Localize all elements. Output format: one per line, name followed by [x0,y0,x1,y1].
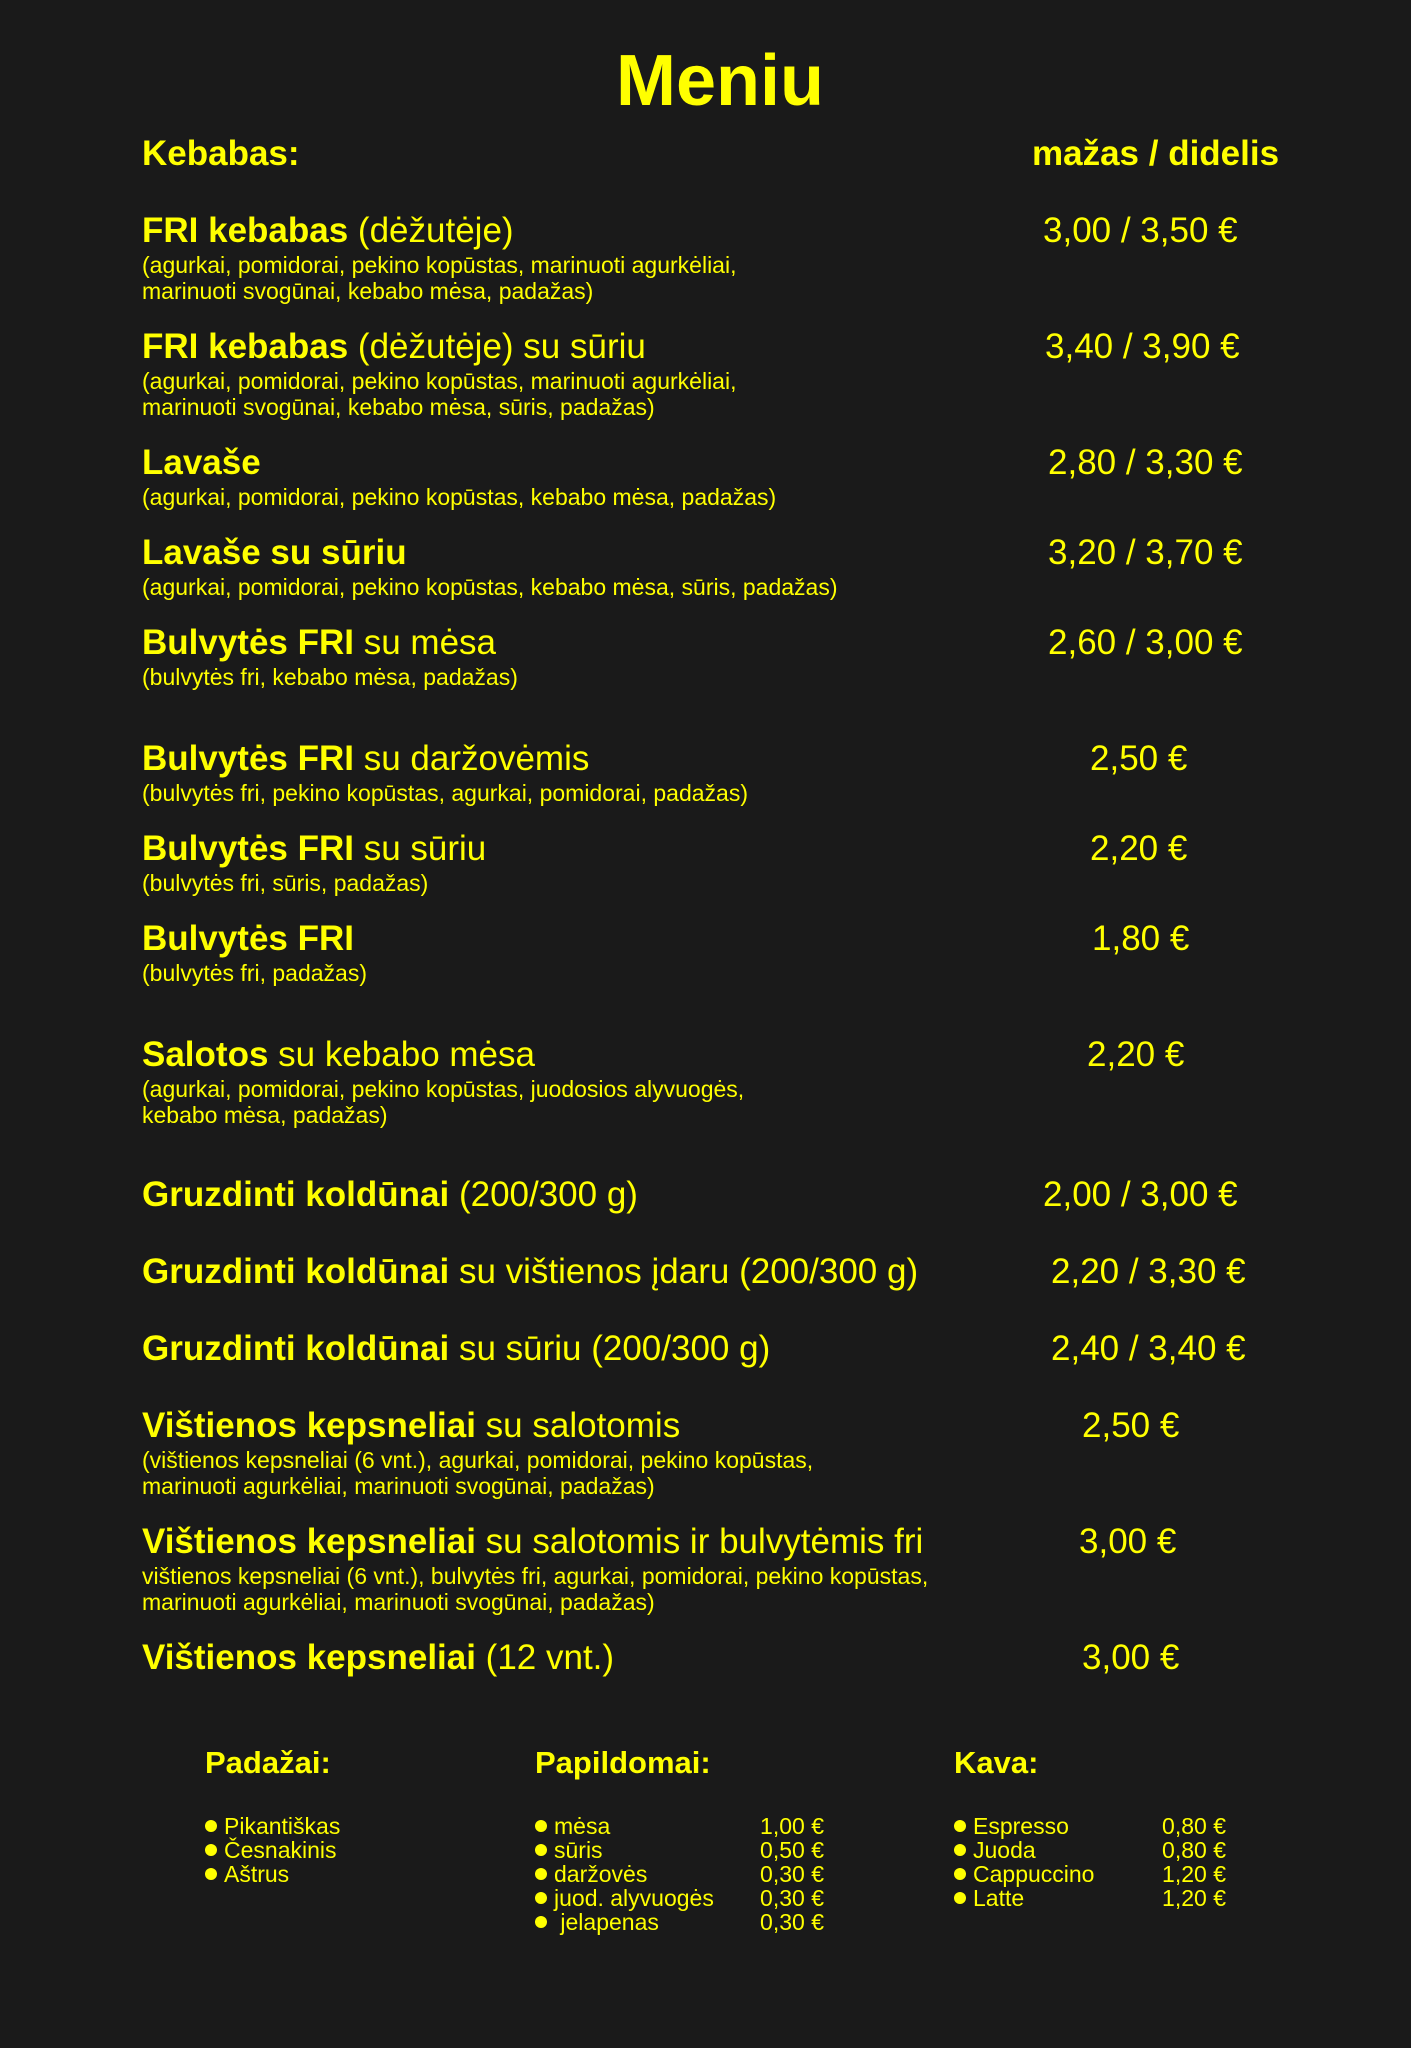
item-name: Gruzdinti koldūnai [142,1252,450,1291]
item-description: (agurkai, pomidorai, pekino kopūstas, marinuoti agurkėliai, marinuoti svogūnai, kebabo mėsa, sūris, padažas) [142,368,737,420]
list-item-label: Juoda [973,1837,1036,1863]
item-price: 2,80 / 3,30 € [1048,443,1243,482]
item-description: vištienos kepsneliai (6 vnt.), bulvytės fri, agurkai, pomidorai, pekino kopūstas, marinuoti agurkėliai, marinuoti svogūnai, padažas) [142,1563,929,1615]
bullet-icon [205,1868,217,1880]
list-item-label: Aštrus [224,1861,290,1887]
item-name: FRI kebabas [142,327,349,366]
item-price: 3,00 € [1079,1522,1177,1561]
list-item-label: juod. alyvuogės [554,1885,714,1911]
list-item-price: 0,30 € [760,1885,824,1911]
item-name: Vištienos kepsneliai [142,1522,476,1561]
list-item [205,1862,340,1886]
item-price: 3,40 / 3,90 € [1045,327,1240,366]
list-item-price: 1,20 € [1162,1861,1226,1887]
item-name: Gruzdinti koldūnai [142,1329,450,1368]
item-price: 2,20 € [1087,1035,1185,1074]
bullet-icon [954,1820,966,1832]
item-description: (bulvytės fri, sūris, padažas) [142,870,429,896]
list-item-price: 0,50 € [760,1837,824,1863]
coffee-list [954,1814,1226,1910]
list-item-label: Latte [973,1885,1025,1911]
item-name-extra: (12 vnt.) [475,1638,615,1677]
item-name: Vištienos kepsneliai [142,1406,476,1445]
extras-list [535,1814,824,1934]
item-description: (agurkai, pomidorai, pekino kopūstas, juodosios alyvuogės, kebabo mėsa, padažas) [142,1076,745,1128]
item-price: 2,50 € [1090,739,1188,778]
extras-title: Papildomai: [535,1745,711,1780]
section-label: Kebabas: [142,134,300,173]
item-name: Lavaše [142,443,261,482]
list-item-label: Česnakinis [224,1837,337,1863]
bullet-icon [535,1892,547,1904]
item-name-extra: su salotomis ir bulvytėmis fri [475,1522,924,1561]
item-price: 3,20 / 3,70 € [1048,533,1243,572]
item-name-extra: (dėžutėje) su sūriu [348,327,646,366]
list-item-price: 1,20 € [1162,1885,1226,1911]
bullet-icon [954,1844,966,1856]
item-name-extra: (200/300 g) [449,1175,638,1214]
item-name: Vištienos kepsneliai [142,1638,476,1677]
list-item-price: 1,00 € [760,1813,824,1839]
bullet-icon [535,1916,547,1928]
list-item [954,1862,1226,1886]
list-item [535,1814,824,1838]
list-item-price: 0,30 € [760,1861,824,1887]
list-item-label: jelapenas [554,1909,659,1935]
item-price: 1,80 € [1092,919,1190,958]
list-item-label: Cappuccino [973,1861,1095,1887]
bullet-icon [205,1844,217,1856]
list-item [205,1838,340,1862]
list-item [535,1910,824,1934]
list-item-price: 0,80 € [1162,1837,1226,1863]
bullet-icon [954,1892,966,1904]
item-name: FRI kebabas [142,211,349,250]
item-description: (agurkai, pomidorai, pekino kopūstas, kebabo mėsa, padažas) [142,484,777,510]
sauces-list [205,1814,340,1886]
list-item [954,1814,1226,1838]
bullet-icon [535,1844,547,1856]
item-description: (agurkai, pomidorai, pekino kopūstas, marinuoti agurkėliai, marinuoti svogūnai, kebabo mėsa, padažas) [142,252,737,304]
item-name: Bulvytės FRI [142,623,354,662]
item-name-extra: su salotomis [475,1406,681,1445]
list-item [535,1838,824,1862]
item-price: 3,00 / 3,50 € [1043,211,1238,250]
size-label: mažas / didelis [1032,134,1280,173]
bullet-icon [535,1868,547,1880]
item-name: Bulvytės FRI [142,919,354,958]
list-item-label: daržovės [554,1861,648,1887]
item-name-extra: su sūriu (200/300 g) [449,1329,771,1368]
list-item-label: Pikantiškas [224,1813,341,1839]
item-name-extra: (dėžutėje) [348,211,514,250]
bullet-icon [954,1868,966,1880]
item-price: 2,00 / 3,00 € [1043,1175,1238,1214]
item-name: Bulvytės FRI [142,739,354,778]
item-price: 2,60 / 3,00 € [1048,623,1243,662]
list-item-label: mėsa [554,1813,611,1839]
item-price: 3,00 € [1082,1638,1180,1677]
bullet-icon [205,1820,217,1832]
item-price: 2,20 € [1090,829,1188,868]
item-price: 2,50 € [1082,1406,1180,1445]
list-item [535,1886,824,1910]
list-item-price: 0,80 € [1162,1813,1226,1839]
sauces-title: Padažai: [205,1745,331,1780]
list-item [954,1838,1226,1862]
item-description: (bulvytės fri, kebabo mėsa, padažas) [142,664,518,690]
item-name: Bulvytės FRI [142,829,354,868]
coffee-title: Kava: [954,1745,1039,1780]
item-price: 2,40 / 3,40 € [1051,1329,1246,1368]
item-name-extra: su mėsa [354,623,496,662]
item-description: (bulvytės fri, padažas) [142,960,367,986]
list-item-label: sūris [554,1837,603,1863]
menu-title: Meniu [616,41,824,121]
list-item [535,1862,824,1886]
item-name: Salotos [142,1035,269,1074]
item-description: (bulvytės fri, pekino kopūstas, agurkai, pomidorai, padažas) [142,780,748,806]
list-item [205,1814,340,1838]
item-description: (agurkai, pomidorai, pekino kopūstas, kebabo mėsa, sūris, padažas) [142,574,838,600]
bullet-icon [535,1820,547,1832]
item-price: 2,20 / 3,30 € [1051,1252,1246,1291]
item-name-extra: su sūriu [354,829,487,868]
list-item-label: Espresso [973,1813,1069,1839]
item-description: (vištienos kepsneliai (6 vnt.), agurkai, pomidorai, pekino kopūstas, marinuoti agurkėliai, marinuoti svogūnai, padažas) [142,1447,814,1499]
item-name: Gruzdinti koldūnai [142,1175,450,1214]
list-item-price: 0,30 € [760,1909,824,1935]
item-name-extra: su kebabo mėsa [268,1035,535,1074]
list-item [954,1886,1226,1910]
item-name-extra: su daržovėmis [354,739,590,778]
item-name-extra: su vištienos įdaru (200/300 g) [449,1252,919,1291]
item-name: Lavaše su sūriu [142,533,407,572]
